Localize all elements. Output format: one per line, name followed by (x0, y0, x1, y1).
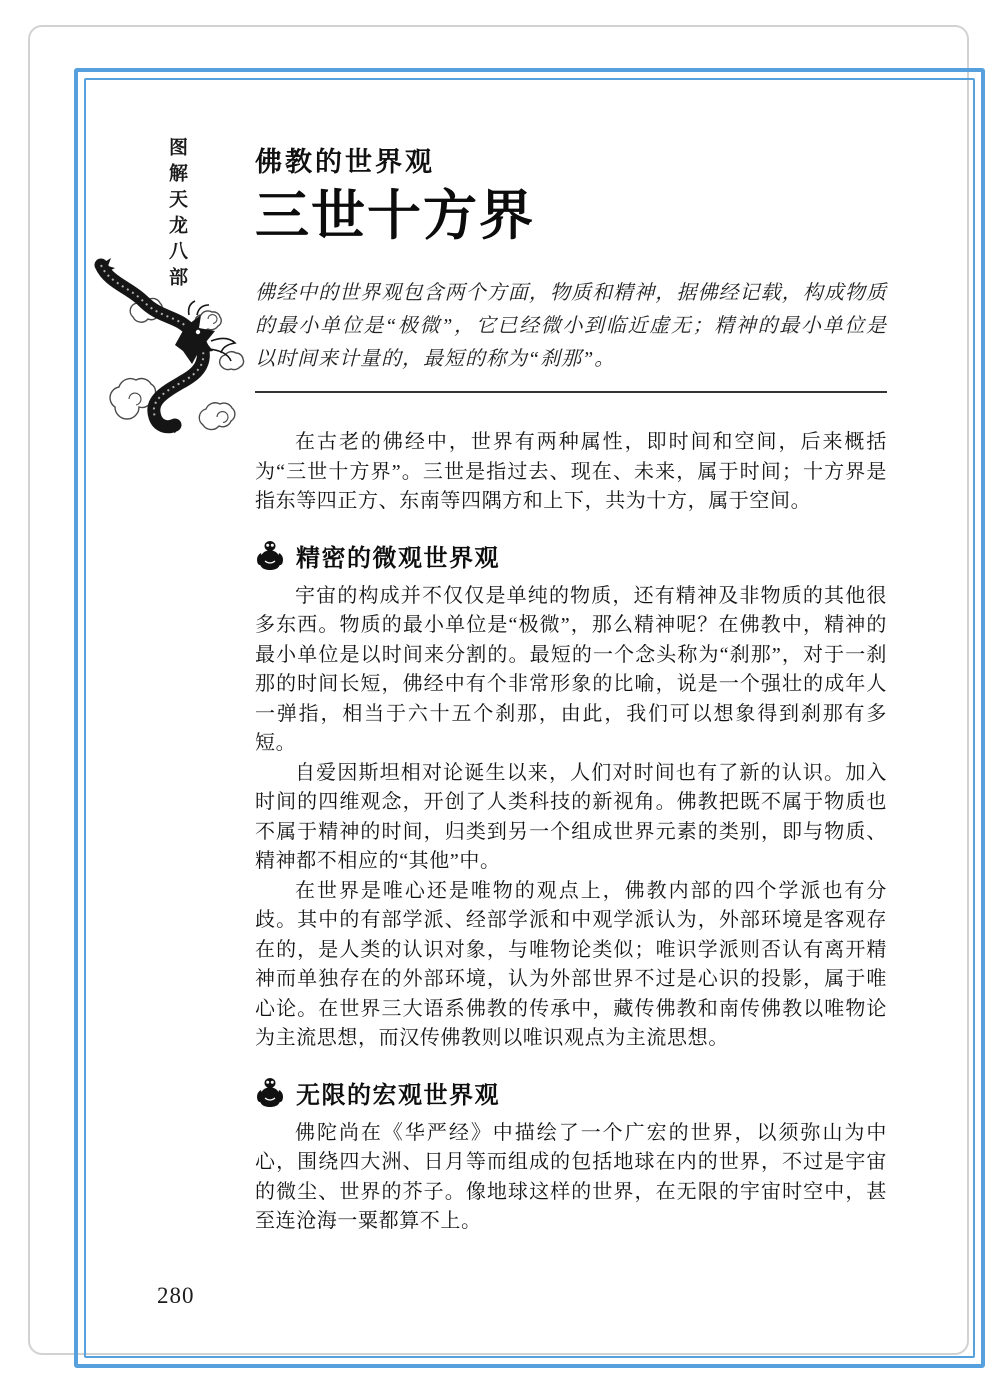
chapter-subtitle: 佛教的世界观 (255, 147, 435, 177)
paragraph: 自爱因斯坦相对论诞生以来，人们对时间也有了新的认识。加入时间的四维观念，开创了人类科技的新视角。佛教把既不属于物质也不属于精神的时间，归类到另一个组成世界元素的类别，即与物质、精神都不相应的“其他”中。 (255, 761, 887, 872)
buddhist-ornament-icon (255, 1076, 285, 1108)
paragraph: 宇宙的构成并不仅仅是单纯的物质，还有精神及非物质的其他很多东西。物质的最小单位是“极微”，那么精神呢？在佛教中，精神的最小单位是以时间来分割的。最短的一个念头称为“刹那”，对于一刹那的时间长短，佛经中有个非常形象的比喻，说是一个强壮的成年人一弹指，相当于六十五个刹那，由此，我们可以想象得到刹那有多短。 (255, 584, 887, 754)
divider-rule (255, 391, 887, 393)
page-number: 280 (157, 1283, 195, 1308)
paragraph: 佛陀尚在《华严经》中描绘了一个广宏的世界，以须弥山为中心，围绕四大洲、日月等而组成的包括地球在内的世界，不过是宇宙的微尘、世界的芥子。像地球这样的世界，在无限的宇宙时空中，甚至连沧海一粟都算不上。 (255, 1121, 887, 1232)
section-heading-label: 无限的宏观世界观 (296, 1081, 500, 1109)
section-heading-macro-worldview (255, 1075, 887, 1110)
main-column (255, 145, 887, 1237)
section-heading-label: 精密的微观世界观 (296, 544, 500, 572)
intro-abstract: 佛经中的世界观包含两个方面，物质和精神，据佛经记载，构成物质的最小单位是“极微”，它已经微小到临近虚无；精神的最小单位是以时间来计量的，最短的称为“刹那”。 (255, 282, 887, 370)
dragon-illustration (85, 257, 250, 445)
buddhist-ornament-icon (255, 539, 285, 571)
paragraph: 在世界是唯心还是唯物的观点上，佛教内部的四个学派也有分歧。其中的有部学派、经部学派和中观学派认为，外部环境是客观存在的，是人类的认识对象，与唯物论类似；唯识学派则否认有离开精神而单独存在的外部环境，认为外部世界不过是心识的投影，属于唯心论。在世界三大语系佛教的传承中，藏传佛教和南传佛教以唯物论为主流思想，而汉传佛教则以唯识观点为主流思想。 (255, 879, 887, 1049)
lead-paragraph: 在古老的佛经中，世界有两种属性，即时间和空间，后来概括为“三世十方界”。三世是指过去、现在、未来，属于时间；十方界是指东等四正方、东南等四隅方和上下，共为十方，属于空间。 (255, 431, 887, 512)
book-series-vertical-title: 图解天龙八部 (166, 137, 187, 293)
page-title: 三世十方界 (255, 186, 535, 246)
page-card (28, 25, 969, 1355)
section-heading-micro-worldview (255, 538, 887, 573)
